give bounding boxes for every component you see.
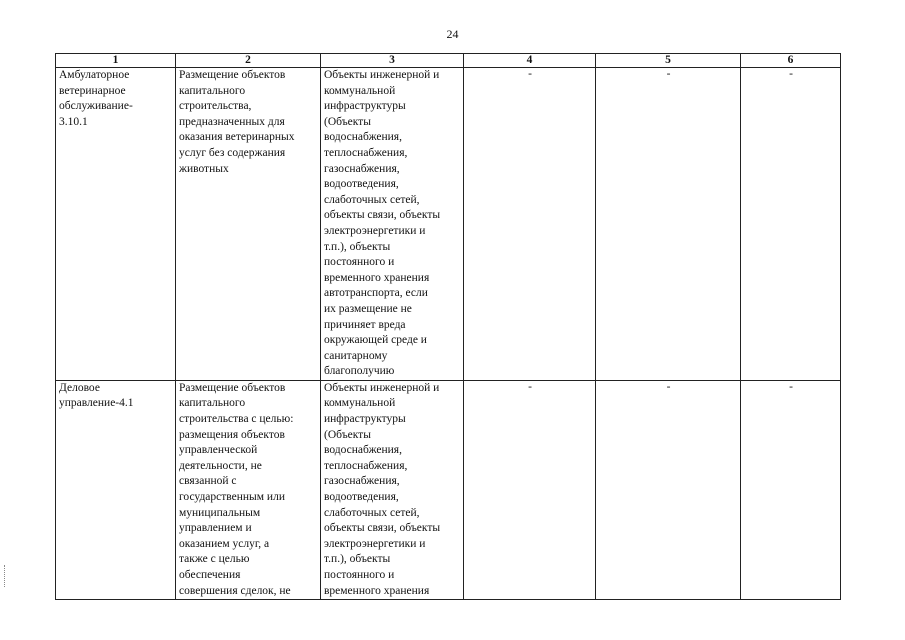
column-header-2: 2 bbox=[176, 54, 321, 68]
cell-description bbox=[176, 380, 321, 599]
table-header-row bbox=[56, 54, 841, 68]
auxiliary-objects-text: Объекты инженерной и коммунальной инфраструктуры (Объекты водоснабжения, теплоснабжения, газоснабжения, водоотведения, слаботочных сетей, объекты связи, объекты электроэнергетики и т.п.), объекты постоянного и временного хранения автотранспорта, если их размещение не причиняет вреда окружающей среде и санитарному благополучию bbox=[324, 69, 441, 378]
use-type-text: Деловое управление-4.1 bbox=[59, 381, 134, 410]
cell-use-type bbox=[56, 380, 176, 599]
cell-col5: - bbox=[596, 68, 741, 381]
table-row bbox=[56, 68, 841, 381]
cell-auxiliary-objects bbox=[321, 380, 464, 599]
cell-description bbox=[176, 68, 321, 381]
scan-margin-mark bbox=[4, 565, 9, 587]
cell-use-type bbox=[56, 68, 176, 381]
cell-col4: - bbox=[464, 380, 596, 599]
table-row bbox=[56, 380, 841, 599]
description-text: Размещение объектов капитального строительства с целью: размещения объектов управленческой деятельности, не связанной с государственным или муниципальным управлением и оказанием услуг, а также с целью обеспечения совершения сделок, не bbox=[179, 381, 294, 597]
page-number: 24 bbox=[446, 27, 459, 41]
column-header-3: 3 bbox=[321, 54, 464, 68]
auxiliary-objects-text: Объекты инженерной и коммунальной инфраструктуры (Объекты водоснабжения, теплоснабжения, газоснабжения, водоотведения, слаботочных сетей, объекты связи, объекты электроэнергетики и т.п.), объекты постоянного и временного хранения bbox=[324, 381, 441, 597]
description-text: Размещение объектов капитального строительства, предназначенных для оказания ветеринарных услуг без содержания животных bbox=[179, 69, 295, 175]
cell-col6: - bbox=[741, 68, 841, 381]
cell-auxiliary-objects bbox=[321, 68, 464, 381]
cell-col5: - bbox=[596, 380, 741, 599]
column-header-5: 5 bbox=[596, 54, 741, 68]
use-type-text: Амбулаторное ветеринарное обслуживание- 3.10.1 bbox=[59, 69, 133, 128]
cell-col6: - bbox=[741, 380, 841, 599]
column-header-1: 1 bbox=[56, 54, 176, 68]
column-header-4: 4 bbox=[464, 54, 596, 68]
column-header-6: 6 bbox=[741, 54, 841, 68]
cell-col4: - bbox=[464, 68, 596, 381]
land-use-table bbox=[55, 53, 841, 600]
